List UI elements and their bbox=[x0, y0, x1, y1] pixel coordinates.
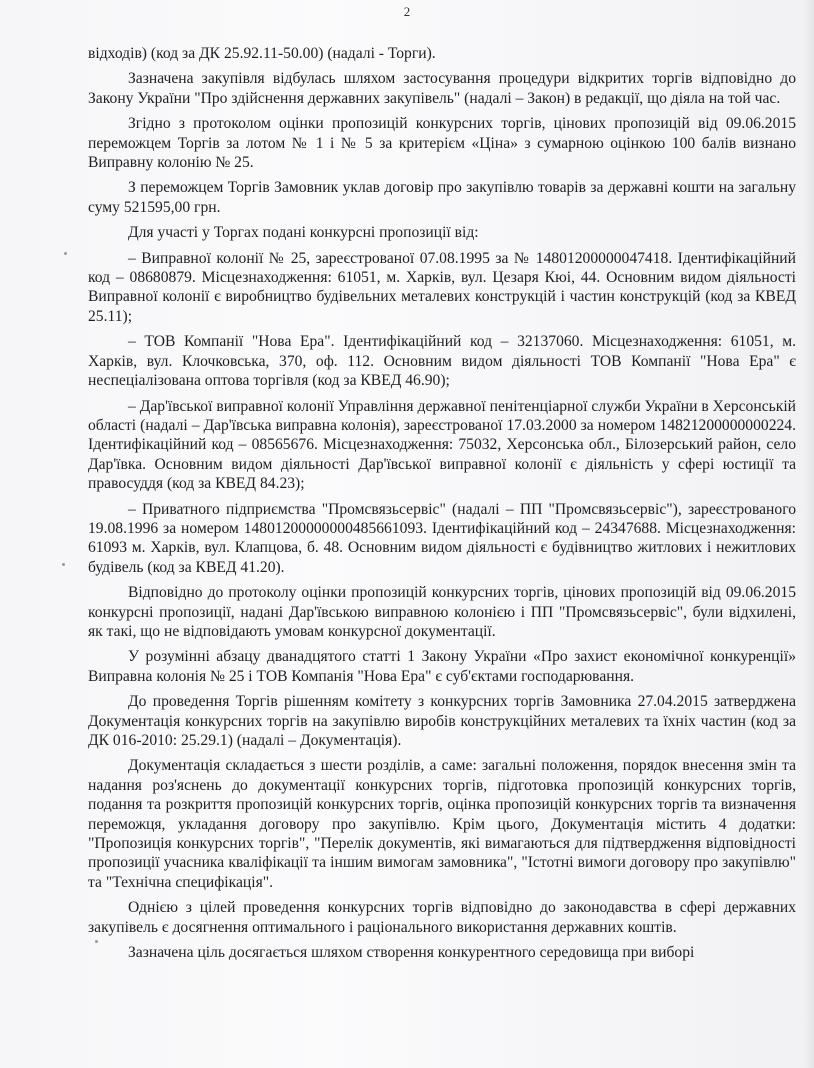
paragraph-procurement-goal: Однією з цілей проведення конкурсних торгів відповідно до законодавства в сфері державних закупівель є досягнення оптимального і раціонального використання державних коштів. bbox=[88, 899, 796, 936]
paragraph-continuation: відходів) (код за ДК 25.92.11-50.00) (надалі - Торги). bbox=[88, 45, 436, 62]
page-edge-shadow bbox=[804, 0, 814, 1068]
document-body bbox=[88, 44, 796, 968]
paragraph-procedure: Зазначена закупівля відбулась шляхом застосування процедури відкритих торгів відповідно до Закону України "Про здійснення державних закупівель" (надалі – Закон) в редакції, що діяла на той час. bbox=[88, 70, 796, 107]
paragraph-contract: З переможцем Торгів Замовник уклав договір про закупівлю товарів за державні кошти на загальну суму 521595,00 грн. bbox=[88, 179, 796, 216]
page-number: 2 bbox=[403, 4, 411, 19]
participant-promsvyazservis: – Приватного підприємства "Промсвязьсервіс" (надалі – ПП "Промсвязьсервіс"), зареєстрованого 19.08.1996 за номером 14801200000000485661093. Ідентифікаційний код – 24347688. Місцезнаходження: 61093 м. Харків, вул. Клапцова, б. 48. Основним видом діяльності є будівництво житлових і нежитлових будівель (код за КВЕД 41.20). bbox=[88, 500, 796, 576]
participant-dariivka-colony: – Дар'ївської виправної колонії Управління державної пенітенціарної служби України в Херсонській області (надалі – Дар'ївська виправна колонія), зареєстрованої 17.03.2000 за номером 14821200000000224. Ідентифікаційний код – 08565676. Місцезнаходження: 75032, Херсонська обл., Білозерський район, село Дар'ївка. Основним видом діяльності Дар'ївської виправної колонії є діяльність у сфері юстиції та правосуддя (код за КВЕД 84.23); bbox=[88, 397, 796, 493]
paragraph-winner: Згідно з протоколом оцінки пропозицій конкурсних торгів, цінових пропозицій від 09.06.2015 переможцем Торгів за лотом № 1 і № 5 за критерієм «Ціна» з сумарною оцінкою 100 балів визнано Виправну колонію № 25. bbox=[88, 115, 796, 172]
paragraph-documentation-structure: Документація складається з шести розділів, а саме: загальні положення, порядок внесення змін та надання роз'яснень до документації конкурсних торгів, підготовка пропозицій конкурсних торгів, подання та розкриття пропозицій конкурсних торгів, оцінка пропозицій конкурсних торгів та визначення переможця, укладання договору про закупівлю. Крім цього, Документація містить 4 додатки: "Пропозиція конкурсних торгів", "Перелік документів, які вимагаються для підтвердження відповідності пропозиції учасника кваліфікації та іншим вимогам замовника", "Істотні вимоги договору про закупівлю" та "Технічна специфікація". bbox=[88, 757, 796, 891]
paragraph-economic-entities: У розумінні абзацу дванадцятого статті 1 Закону України «Про захист економічної конкуренції» Виправна колонія № 25 і ТОВ Компанія "Нова Ера" є суб'єктами господарювання. bbox=[88, 648, 796, 685]
participant-colony-25: – Виправної колонії № 25, зареєстрованої 07.08.1995 за № 14801200000047418. Ідентифікаційний код – 08680879. Місцезнаходження: 61051, м. Харків, вул. Цезаря Кюі, 44. Основним видом діяльності Виправної колонії є виробництво будівельних металевих конструкцій і частин конструкцій (код за КВЕД 25.11); bbox=[88, 249, 796, 325]
paragraph-participants-intro: Для участі у Торгах подані конкурсні пропозиції від: bbox=[128, 224, 479, 242]
scan-speck bbox=[64, 252, 67, 255]
paragraph-rejected: Відповідно до протоколу оцінки пропозицій конкурсних торгів, цінових пропозицій від 09.06.2015 конкурсні пропозиції, надані Дар'ївською виправною колонією і ПП "Промсвязьсервіс", були відхилені, як такі, що не відповідають умовам конкурсної документації. bbox=[88, 584, 796, 640]
participant-nova-era: – ТОВ Компанії "Нова Ера". Ідентифікаційний код – 32137060. Місцезнаходження: 61051, м. Харків, вул. Клочковська, 370, оф. 112. Основним видом діяльності ТОВ Компанії "Нова Ера" є неспеціалізована оптова торгівля (код за КВЕД 46.90); bbox=[88, 333, 796, 390]
paragraph-goal-achievement: Зазначена ціль досягається шляхом створення конкурентного середовища при виборі bbox=[128, 944, 695, 962]
scan-speck bbox=[95, 940, 98, 943]
scan-speck bbox=[62, 563, 65, 566]
paragraph-documentation-approved: До проведення Торгів рішенням комітету з конкурсних торгів Замовника 27.04.2015 затверджена Документація конкурсних торгів на закупівлю виробів конструкційних металевих та їхніх частин (код за ДК 016-2010: 25.29.1) (надалі – Документація). bbox=[88, 693, 796, 749]
